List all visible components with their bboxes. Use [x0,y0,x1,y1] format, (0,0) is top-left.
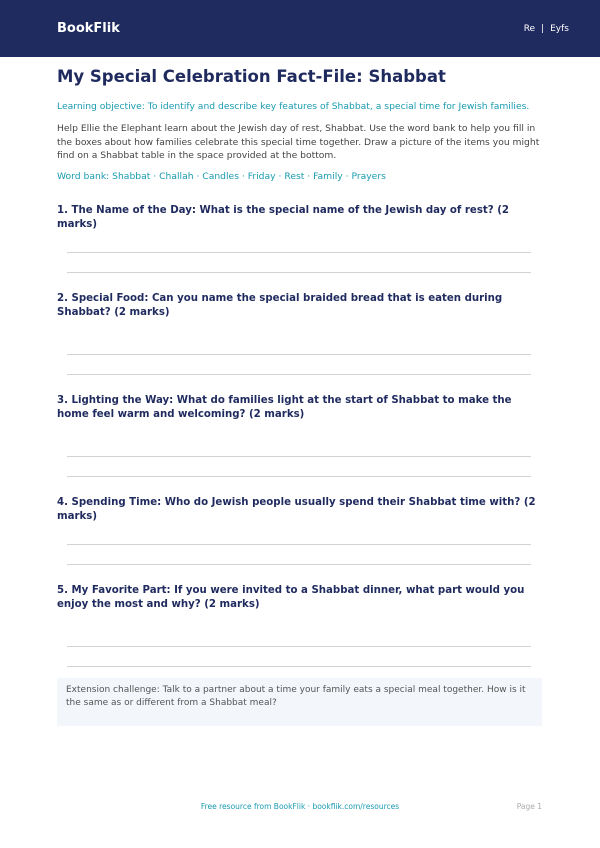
subject-tag-re: Re [523,23,536,34]
header-bar [0,0,600,57]
subject-tag-eyfs: Eyfs [550,23,569,34]
answer-line-5b[interactable] [67,666,531,667]
instructions-text: Help Ellie the Elephant learn about the Jewish day of rest, Shabbat. Use the word bank to help you fill in the boxes about how families celebrate this special time together. Draw a picture of the items you might find on a Shabbat table in the space provided at the bottom. [57,123,540,161]
extension-challenge: Extension challenge: Talk to a partner about a time your family eats a special meal together. How is it the same as or different from a Shabbat meal? [57,678,542,726]
question-1: 1. The Name of the Day: What is the special name of the Jewish day of rest? (2 marks) [57,205,509,230]
answer-line-3a[interactable] [67,456,531,457]
page-title: My Special Celebration Fact-File: Shabbat [57,67,446,86]
answer-line-4b[interactable] [67,564,531,565]
answer-line-2b[interactable] [67,374,531,375]
word-bank: Word bank: Shabbat · Challah · Candles · Friday · Rest · Family · Prayers [57,170,386,182]
subject-tags [524,24,569,34]
worksheet-intro [57,57,544,183]
answer-line-5a[interactable] [67,646,531,647]
question-2: 2. Special Food: Can you name the special braided bread that is eaten during Shabbat? (2 marks) [57,293,503,318]
page-number: Page 1 [516,802,542,811]
footer-credit[interactable]: Free resource from BookFlik · bookflik.com/resources [200,802,400,811]
tag-separator: | [541,23,545,34]
answer-line-1b[interactable] [67,272,531,273]
question-3: 3. Lighting the Way: What do families light at the start of Shabbat to make the home feel warm and welcoming? (2 marks) [57,395,512,420]
answer-line-4a[interactable] [67,544,531,545]
question-4: 4. Spending Time: Who do Jewish people usually spend their Shabbat time with? (2 marks) [57,497,536,522]
brand-logo[interactable]: BookFlik [57,21,120,36]
answer-line-3b[interactable] [67,476,531,477]
answer-line-1a[interactable] [67,252,531,253]
learning-objective: Learning objective: To identify and describe key features of Shabbat, a special time for Jewish families. [57,101,530,112]
question-5: 5. My Favorite Part: If you were invited to a Shabbat dinner, what part would you enjoy the most and why? (2 marks) [57,585,525,610]
answer-line-2a[interactable] [67,354,531,355]
